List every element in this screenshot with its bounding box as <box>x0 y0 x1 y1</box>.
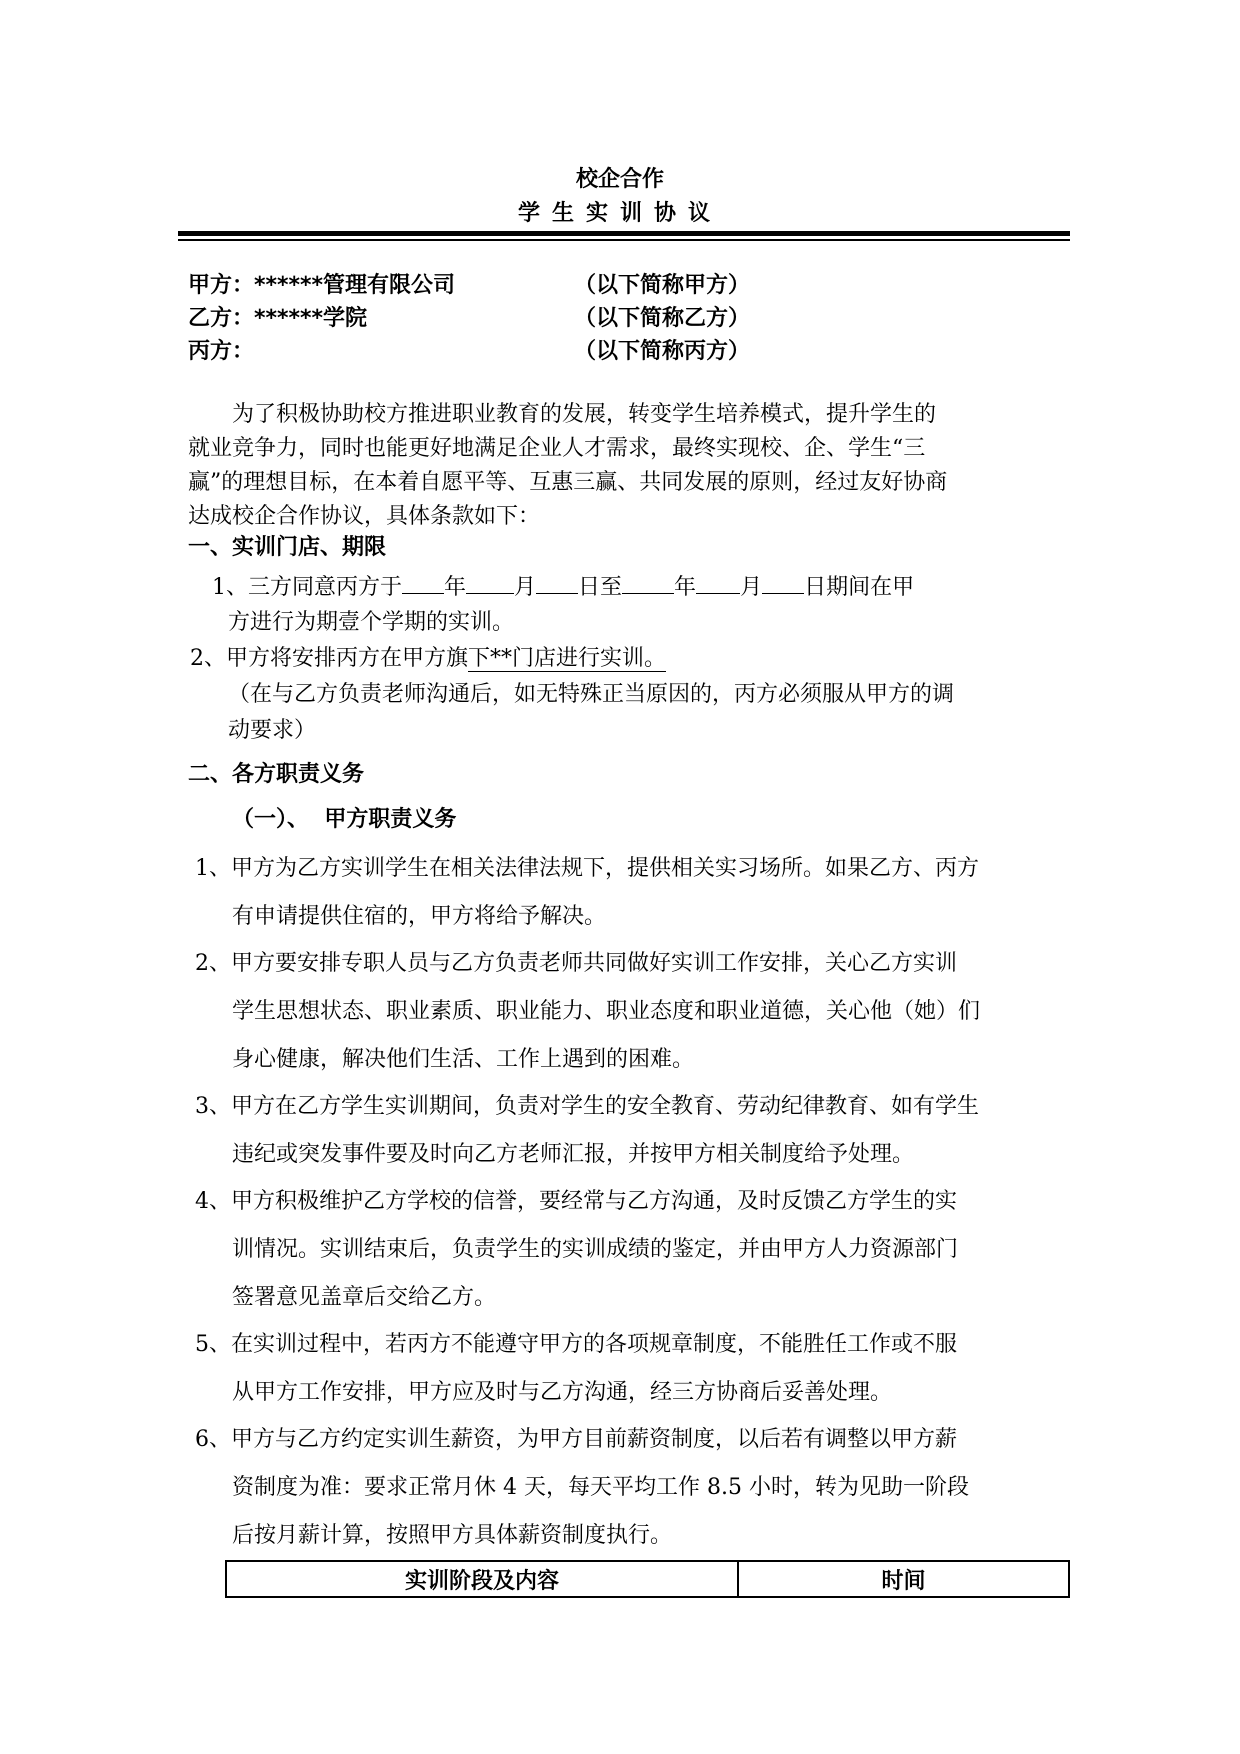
table-header-stage: 实训阶段及内容 <box>226 1561 738 1597</box>
party-c-label: 丙方： <box>188 339 255 364</box>
section1-item2 <box>190 641 666 672</box>
party-b-label: 乙方：******学院 <box>188 306 368 331</box>
item1-text: 1、三方同意丙方于 <box>212 575 402 600</box>
duty-item: 违纪或突发事件要及时向乙方老师汇报，并按甲方相关制度给予处理。 <box>232 1142 915 1167</box>
item1-text: 年 <box>444 575 467 600</box>
blank-field <box>466 573 514 594</box>
intro-line: 为了积极协助校方推进职业教育的发展，转变学生培养模式，提升学生的 <box>232 402 937 427</box>
section2-subheading: （一）、 甲方职责义务 <box>232 807 457 832</box>
duty-item: 2、甲方要安排专职人员与乙方负责老师共同做好实训工作安排，关心乙方实训 <box>195 951 957 976</box>
blank-field <box>762 573 804 594</box>
duty-item: 1、甲方为乙方实训学生在相关法律法规下，提供相关实习场所。如果乙方、丙方 <box>195 856 979 881</box>
blank-field <box>696 573 740 594</box>
section1-item1-line2: 方进行为期壹个学期的实训。 <box>228 610 515 635</box>
duty-item: 有申请提供住宿的，甲方将给予解决。 <box>232 904 607 929</box>
section2-heading: 二、各方职责义务 <box>188 762 365 787</box>
duty-item: 6、甲方与乙方约定实训生薪资，为甲方目前薪资制度，以后若有调整以甲方薪 <box>195 1427 957 1452</box>
party-c-alias: （以下简称丙方） <box>574 339 751 364</box>
duty-item: 4、甲方积极维护乙方学校的信誉，要经常与乙方沟通，及时反馈乙方学生的实 <box>195 1189 957 1214</box>
item1-text: 年 <box>674 575 697 600</box>
intro-line: 就业竞争力，同时也能更好地满足企业人才需求，最终实现校、企、学生“三 <box>188 436 926 461</box>
duty-item: 3、甲方在乙方学生实训期间，负责对学生的安全教育、劳动纪律教育、如有学生 <box>195 1094 979 1119</box>
duty-item: 学生思想状态、职业素质、职业能力、职业态度和职业道德，关心他（她）们 <box>232 999 981 1024</box>
party-a-alias: （以下简称甲方） <box>574 273 751 298</box>
duty-item: 资制度为准：要求正常月休 4 天，每天平均工作 8.5 小时，转为见助一阶段 <box>232 1475 969 1500</box>
party-a-label: 甲方：******管理有限公司 <box>188 273 456 298</box>
item1-text: 月 <box>740 575 763 600</box>
blank-field <box>402 573 444 594</box>
duty-item: 后按月薪计算，按照甲方具体薪资制度执行。 <box>232 1523 673 1548</box>
item2-text: 2、甲方将安排丙方在甲方旗 <box>190 646 468 671</box>
item1-text: 日期间在甲 <box>804 575 915 600</box>
intro-line: 赢”的理想目标，在本着自愿平等、互惠三赢、共同发展的原则，经过友好协商 <box>188 470 948 495</box>
duty-item: 5、在实训过程中，若丙方不能遵守甲方的各项规章制度，不能胜任工作或不服 <box>195 1332 957 1357</box>
table-header-time: 时间 <box>738 1561 1069 1597</box>
document-title-line1: 校企合作 <box>575 167 664 192</box>
training-stage-table <box>225 1560 1070 1598</box>
party-b-alias: （以下简称乙方） <box>574 306 751 331</box>
item2-underlined-text: 下**门店进行实训。 <box>468 646 667 671</box>
section1-item2-note: （在与乙方负责老师沟通后，如无特殊正当原因的，丙方必须服从甲方的调 <box>228 682 955 707</box>
blank-field <box>536 573 578 594</box>
intro-line: 达成校企合作协议，具体条款如下： <box>188 504 541 529</box>
document-title-line2: 学生实训协议 <box>517 201 722 226</box>
duty-item: 训情况。实训结束后，负责学生的实训成绩的鉴定，并由甲方人力资源部门 <box>232 1237 959 1262</box>
title-rule-thin <box>178 239 1070 241</box>
title-rule-thick <box>178 231 1070 236</box>
blank-field <box>622 573 674 594</box>
duty-item: 从甲方工作安排，甲方应及时与乙方沟通，经三方协商后妥善处理。 <box>232 1380 893 1405</box>
section1-item2-note: 动要求） <box>228 718 317 743</box>
duty-item: 签署意见盖章后交给乙方。 <box>232 1285 497 1310</box>
section1-heading: 一、实训门店、期限 <box>188 535 387 560</box>
item1-text: 月 <box>514 575 537 600</box>
item1-text: 日至 <box>578 575 623 600</box>
duty-item: 身心健康，解决他们生活、工作上遇到的困难。 <box>232 1047 695 1072</box>
section1-item1-line1 <box>212 570 914 601</box>
table-header-row <box>226 1561 1069 1597</box>
